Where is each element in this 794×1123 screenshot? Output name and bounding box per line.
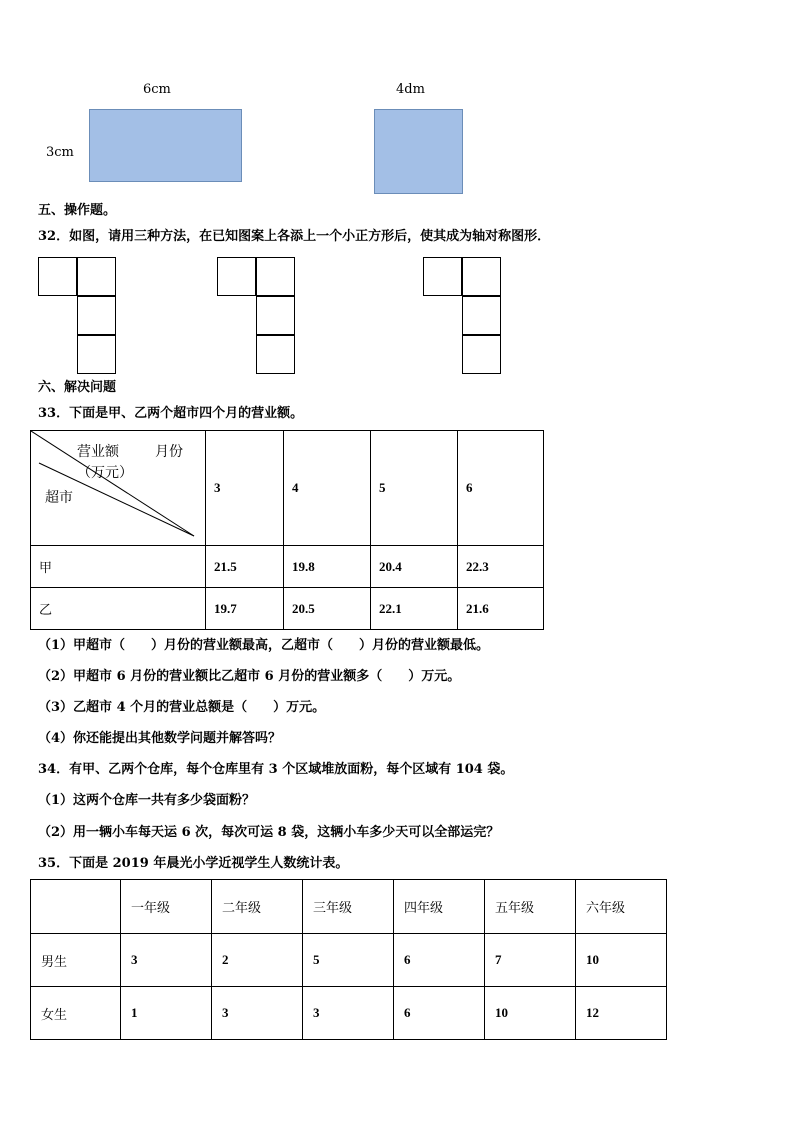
question-33-sub-2: （2）甲超市 6 月份的营业额比乙超市 6 月份的营业额多（ ）万元。 — [38, 669, 461, 684]
table-cell: 2 — [212, 934, 303, 987]
table-cell: 21.6 — [458, 588, 544, 630]
month-header: 5 — [371, 431, 458, 546]
table-cell: 19.8 — [284, 546, 371, 588]
table-cell: 3 — [121, 934, 212, 987]
grade-header: 五年级 — [485, 880, 576, 934]
grade-header: 二年级 — [212, 880, 303, 934]
table-cell: 6 — [394, 934, 485, 987]
header-month-label: 月份 — [155, 444, 183, 460]
row-label: 甲 — [31, 546, 206, 588]
row-label: 男生 — [31, 934, 121, 987]
figure-3-square — [462, 296, 501, 335]
figure-1-square — [77, 335, 116, 374]
square-side-label: 4dm — [396, 82, 425, 97]
empty-header-cell — [31, 880, 121, 934]
table-header-row — [31, 880, 667, 934]
figure-3-square — [462, 335, 501, 374]
figure-2-square — [256, 335, 295, 374]
question-34-sub-2: （2）用一辆小车每天运 6 次，每次可运 8 袋，这辆小车多少天可以全部运完？ — [38, 825, 500, 840]
figure-1-square — [77, 257, 116, 296]
table-row — [31, 987, 667, 1040]
month-header: 4 — [284, 431, 371, 546]
table-cell: 3 — [212, 987, 303, 1040]
figure-2-square — [217, 257, 256, 296]
table-cell: 22.1 — [371, 588, 458, 630]
figure-1-square — [77, 296, 116, 335]
question-33-sub-3: （3）乙超市 4 个月的营业总额是（ ）万元。 — [38, 700, 326, 715]
row-label: 乙 — [31, 588, 206, 630]
table-row — [31, 588, 544, 630]
month-header: 6 — [458, 431, 544, 546]
table-cell: 21.5 — [206, 546, 284, 588]
header-supermarket-label: 超市 — [45, 490, 73, 506]
row-label: 女生 — [31, 987, 121, 1040]
header-unit-label: （万元） — [77, 465, 133, 481]
table-cell: 10 — [576, 934, 667, 987]
question-34-sub-1: （1）这两个仓库一共有多少袋面粉？ — [38, 793, 256, 808]
grade-header: 三年级 — [303, 880, 394, 934]
blue-rectangle — [89, 109, 242, 182]
figure-1-square — [38, 257, 77, 296]
header-revenue-label: 营业额 — [77, 444, 119, 460]
rect-width-label: 6cm — [143, 82, 171, 97]
grade-header: 六年级 — [576, 880, 667, 934]
table-cell: 20.4 — [371, 546, 458, 588]
table-cell: 12 — [576, 987, 667, 1040]
question-33-text: 33．下面是甲、乙两个超市四个月的营业额。 — [38, 406, 304, 421]
month-header: 3 — [206, 431, 284, 546]
table-header-row — [31, 431, 544, 546]
myopia-table — [30, 879, 667, 1040]
table-cell: 22.3 — [458, 546, 544, 588]
question-34-text: 34．有甲、乙两个仓库，每个仓库里有 3 个区域堆放面粉，每个区域有 104 袋。 — [38, 762, 514, 777]
table-cell: 19.7 — [206, 588, 284, 630]
table-cell: 10 — [485, 987, 576, 1040]
figure-3-square — [462, 257, 501, 296]
question-33-sub-4: （4）你还能提出其他数学问题并解答吗？ — [38, 731, 282, 746]
table-cell: 5 — [303, 934, 394, 987]
grade-header: 四年级 — [394, 880, 485, 934]
blue-square — [374, 109, 463, 194]
revenue-table — [30, 430, 544, 630]
section-5-title: 五、操作题。 — [38, 203, 117, 218]
figure-3-square — [423, 257, 462, 296]
table-cell: 6 — [394, 987, 485, 1040]
question-35-text: 35．下面是 2019 年晨光小学近视学生人数统计表。 — [38, 856, 349, 871]
figure-2-square — [256, 257, 295, 296]
question-33-sub-1: （1）甲超市（ ）月份的营业额最高，乙超市（ ）月份的营业额最低。 — [38, 638, 490, 653]
table-row — [31, 934, 667, 987]
table-cell: 1 — [121, 987, 212, 1040]
table-cell: 3 — [303, 987, 394, 1040]
rect-height-label: 3cm — [46, 145, 74, 160]
table-cell: 7 — [485, 934, 576, 987]
figure-2-square — [256, 296, 295, 335]
question-32-text: 32．如图，请用三种方法，在已知图案上各添上一个小正方形后，使其成为轴对称图形． — [38, 229, 551, 244]
table-row — [31, 546, 544, 588]
grade-header: 一年级 — [121, 880, 212, 934]
table-cell: 20.5 — [284, 588, 371, 630]
section-6-title: 六、解决问题 — [38, 380, 117, 395]
diagonal-header-cell — [31, 431, 206, 546]
